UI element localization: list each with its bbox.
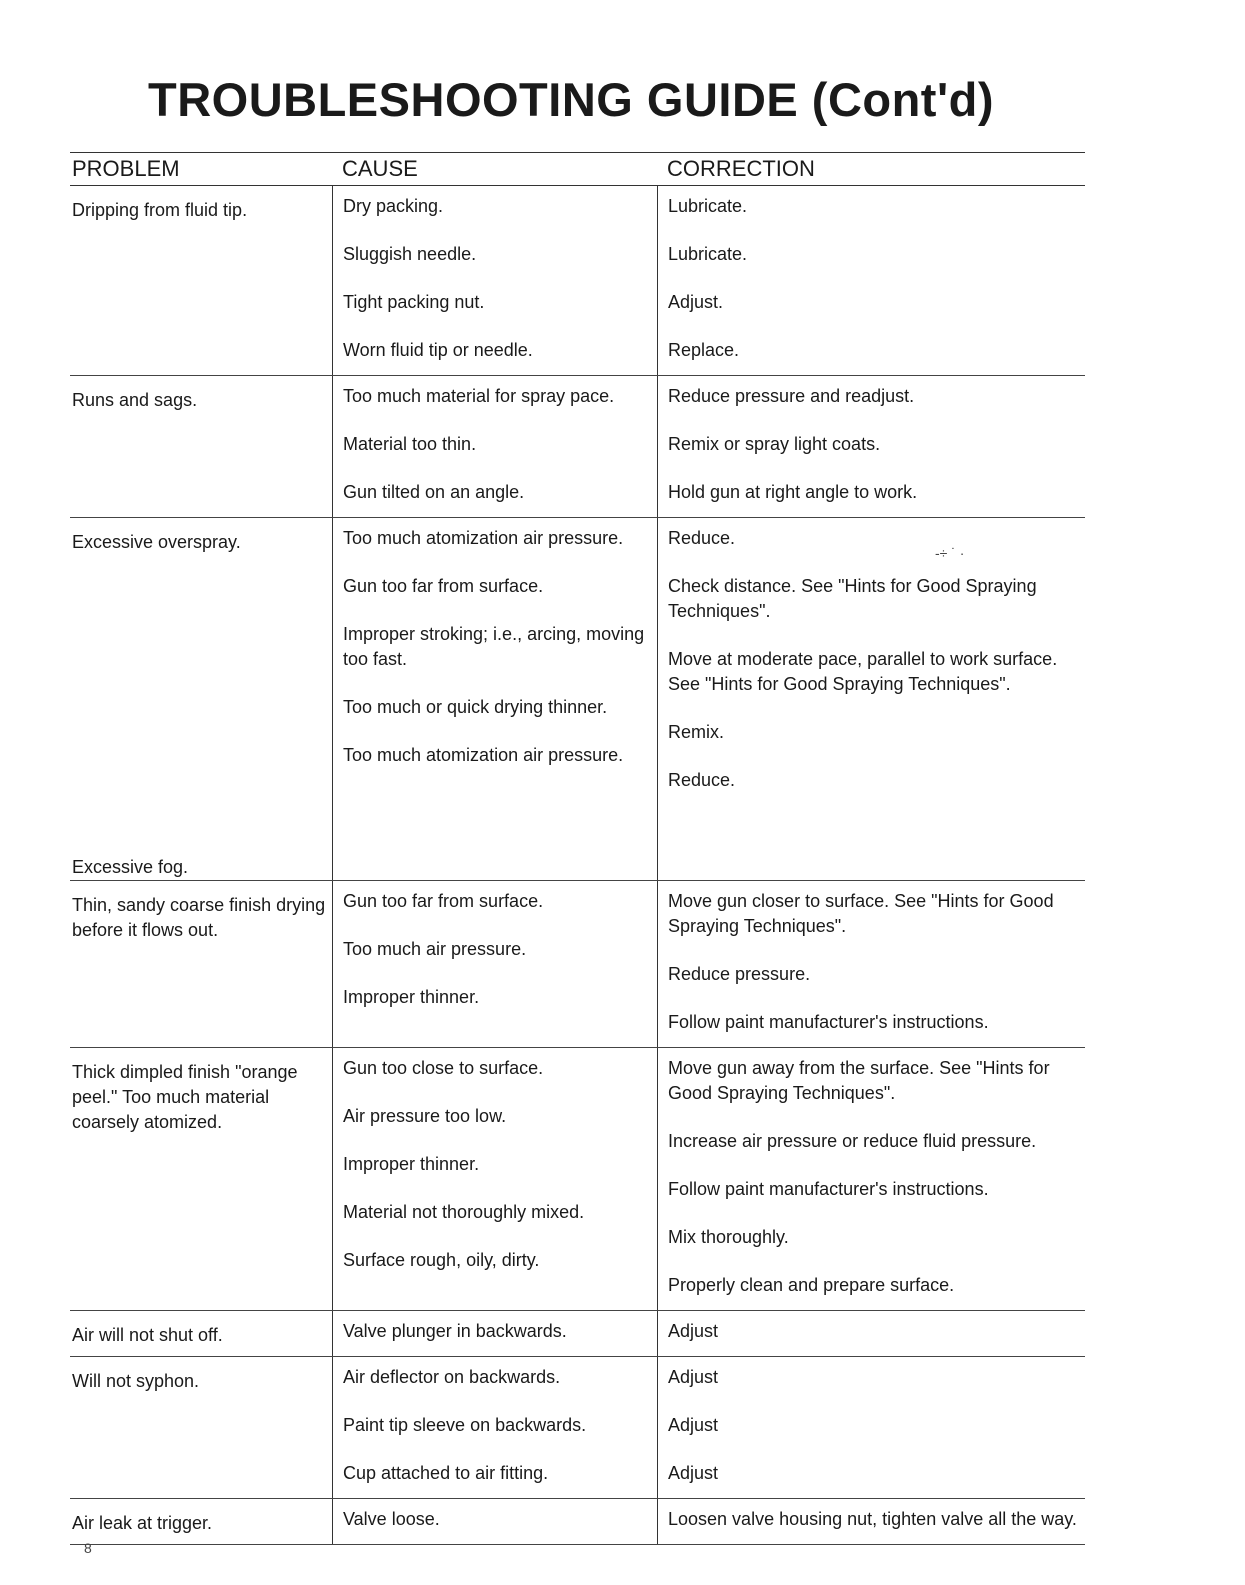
correction-cell: Reduce. (668, 528, 736, 548)
correction-column (657, 1357, 1085, 1498)
correction-cell: Properly clean and prepare surface. (668, 1275, 955, 1295)
correction-cell: Reduce. (668, 770, 736, 790)
cause-cell: Valve plunger in backwards. (343, 1321, 567, 1341)
correction-cell: Adjust (668, 1321, 719, 1341)
cause-cell: Dry packing. (343, 196, 444, 216)
correction-cell: Hold gun at right angle to work. (668, 482, 918, 502)
cause-column (332, 881, 657, 1047)
problem-group (70, 1357, 1085, 1499)
cause-cell: Sluggish needle. (343, 244, 477, 264)
correction-cell: Adjust. (668, 292, 724, 312)
cause-cell: Too much atomization air pressure. (343, 745, 624, 765)
correction-cell: Loosen valve housing nut, tighten valve all the way. (668, 1509, 1077, 1529)
problem-column (70, 881, 332, 1047)
cause-column (332, 1357, 657, 1498)
troubleshooting-table (70, 152, 1085, 1545)
cause-cell: Gun too far from surface. (343, 891, 544, 911)
page-number: 8 (84, 1540, 92, 1556)
problem-column (70, 1311, 332, 1356)
correction-cell: Adjust (668, 1463, 719, 1483)
header-cause: CAUSE (342, 156, 418, 181)
correction-column (657, 186, 1085, 375)
correction-cell: Remix or spray light coats. (668, 434, 881, 454)
correction-cell: Lubricate. (668, 244, 748, 264)
cause-cell: Tight packing nut. (343, 292, 485, 312)
cause-cell: Air pressure too low. (343, 1106, 507, 1126)
header-correction: CORRECTION (667, 156, 815, 181)
correction-cell: Mix thoroughly. (668, 1227, 789, 1247)
cause-cell: Material too thin. (343, 434, 477, 454)
cause-cell: Gun too close to surface. (343, 1058, 544, 1078)
cause-cell: Gun too far from surface. (343, 576, 544, 596)
cause-column (332, 376, 657, 517)
correction-column (657, 1311, 1085, 1356)
problem-cell: Air leak at trigger. (72, 1513, 213, 1533)
stray-mark: -÷ ˙ · (935, 545, 965, 561)
problem-column (70, 1499, 332, 1544)
spacer (72, 555, 326, 855)
cause-cell: Valve loose. (343, 1509, 440, 1529)
problem-cell: Excessive fog. (72, 857, 189, 877)
correction-column (657, 1048, 1085, 1310)
problem-cell: Thin, sandy coarse finish drying before it flows out. (72, 895, 326, 940)
header-problem: PROBLEM (72, 156, 180, 181)
correction-column (657, 518, 1085, 880)
cause-cell: Too much or quick drying thinner. (343, 697, 608, 717)
cause-cell: Improper thinner. (343, 987, 480, 1007)
correction-cell: Reduce pressure and readjust. (668, 386, 915, 406)
cause-cell: Material not thoroughly mixed. (343, 1202, 585, 1222)
correction-cell: Remix. (668, 722, 725, 742)
cause-cell: Improper stroking; i.e., arcing, moving too fast. (343, 624, 645, 669)
correction-cell: Move at moderate pace, parallel to work surface. See "Hints for Good Spraying Techniques". (668, 649, 1058, 694)
correction-cell: Check distance. See "Hints for Good Spraying Techniques". (668, 576, 1037, 621)
table-header (70, 152, 1085, 186)
correction-column (657, 1499, 1085, 1544)
problem-group (70, 186, 1085, 376)
problem-cell: Will not syphon. (72, 1371, 200, 1391)
cause-column (332, 518, 657, 880)
correction-cell: Lubricate. (668, 196, 748, 216)
correction-cell: Follow paint manufacturer's instructions. (668, 1179, 989, 1199)
correction-column (657, 881, 1085, 1047)
problem-column (70, 518, 332, 880)
problem-cell: Dripping from fluid tip. (72, 200, 248, 220)
cause-cell: Improper thinner. (343, 1154, 480, 1174)
problem-column (70, 376, 332, 517)
correction-cell: Adjust (668, 1367, 719, 1387)
cause-column (332, 1048, 657, 1310)
cause-cell: Worn fluid tip or needle. (343, 340, 533, 360)
problem-cell: Air will not shut off. (72, 1325, 223, 1345)
problem-column (70, 1048, 332, 1310)
correction-column (657, 376, 1085, 517)
problem-group (70, 376, 1085, 518)
problem-group (70, 1048, 1085, 1311)
cause-cell: Too much atomization air pressure. (343, 528, 624, 548)
problem-group (70, 881, 1085, 1048)
correction-cell: Reduce pressure. (668, 964, 811, 984)
cause-cell: Gun tilted on an angle. (343, 482, 525, 502)
table-body (70, 186, 1085, 1545)
problem-group (70, 1499, 1085, 1545)
problem-column (70, 1357, 332, 1498)
correction-cell: Increase air pressure or reduce fluid pressure. (668, 1131, 1037, 1151)
problem-cell: Excessive overspray. (72, 532, 241, 552)
problem-column (70, 186, 332, 375)
correction-cell: Move gun closer to surface. See "Hints for Good Spraying Techniques". (668, 891, 1054, 936)
problem-cell: Runs and sags. (72, 390, 198, 410)
cause-column (332, 1311, 657, 1356)
correction-cell: Move gun away from the surface. See "Hints for Good Spraying Techniques". (668, 1058, 1050, 1103)
cause-column (332, 1499, 657, 1544)
cause-column (332, 186, 657, 375)
correction-cell: Replace. (668, 340, 740, 360)
cause-cell: Air deflector on backwards. (343, 1367, 561, 1387)
correction-cell: Follow paint manufacturer's instructions. (668, 1012, 989, 1032)
problem-cell: Thick dimpled finish "orange peel." Too much material coarsely atomized. (72, 1062, 298, 1132)
correction-cell: Adjust (668, 1415, 719, 1435)
cause-cell: Too much air pressure. (343, 939, 527, 959)
problem-group (70, 518, 1085, 881)
page-title: TROUBLESHOOTING GUIDE (Cont'd) (148, 73, 994, 126)
cause-cell: Too much material for spray pace. (343, 386, 615, 406)
cause-cell: Paint tip sleeve on backwards. (343, 1415, 587, 1435)
problem-group (70, 1311, 1085, 1357)
cause-cell: Cup attached to air fitting. (343, 1463, 549, 1483)
cause-cell: Surface rough, oily, dirty. (343, 1250, 540, 1270)
